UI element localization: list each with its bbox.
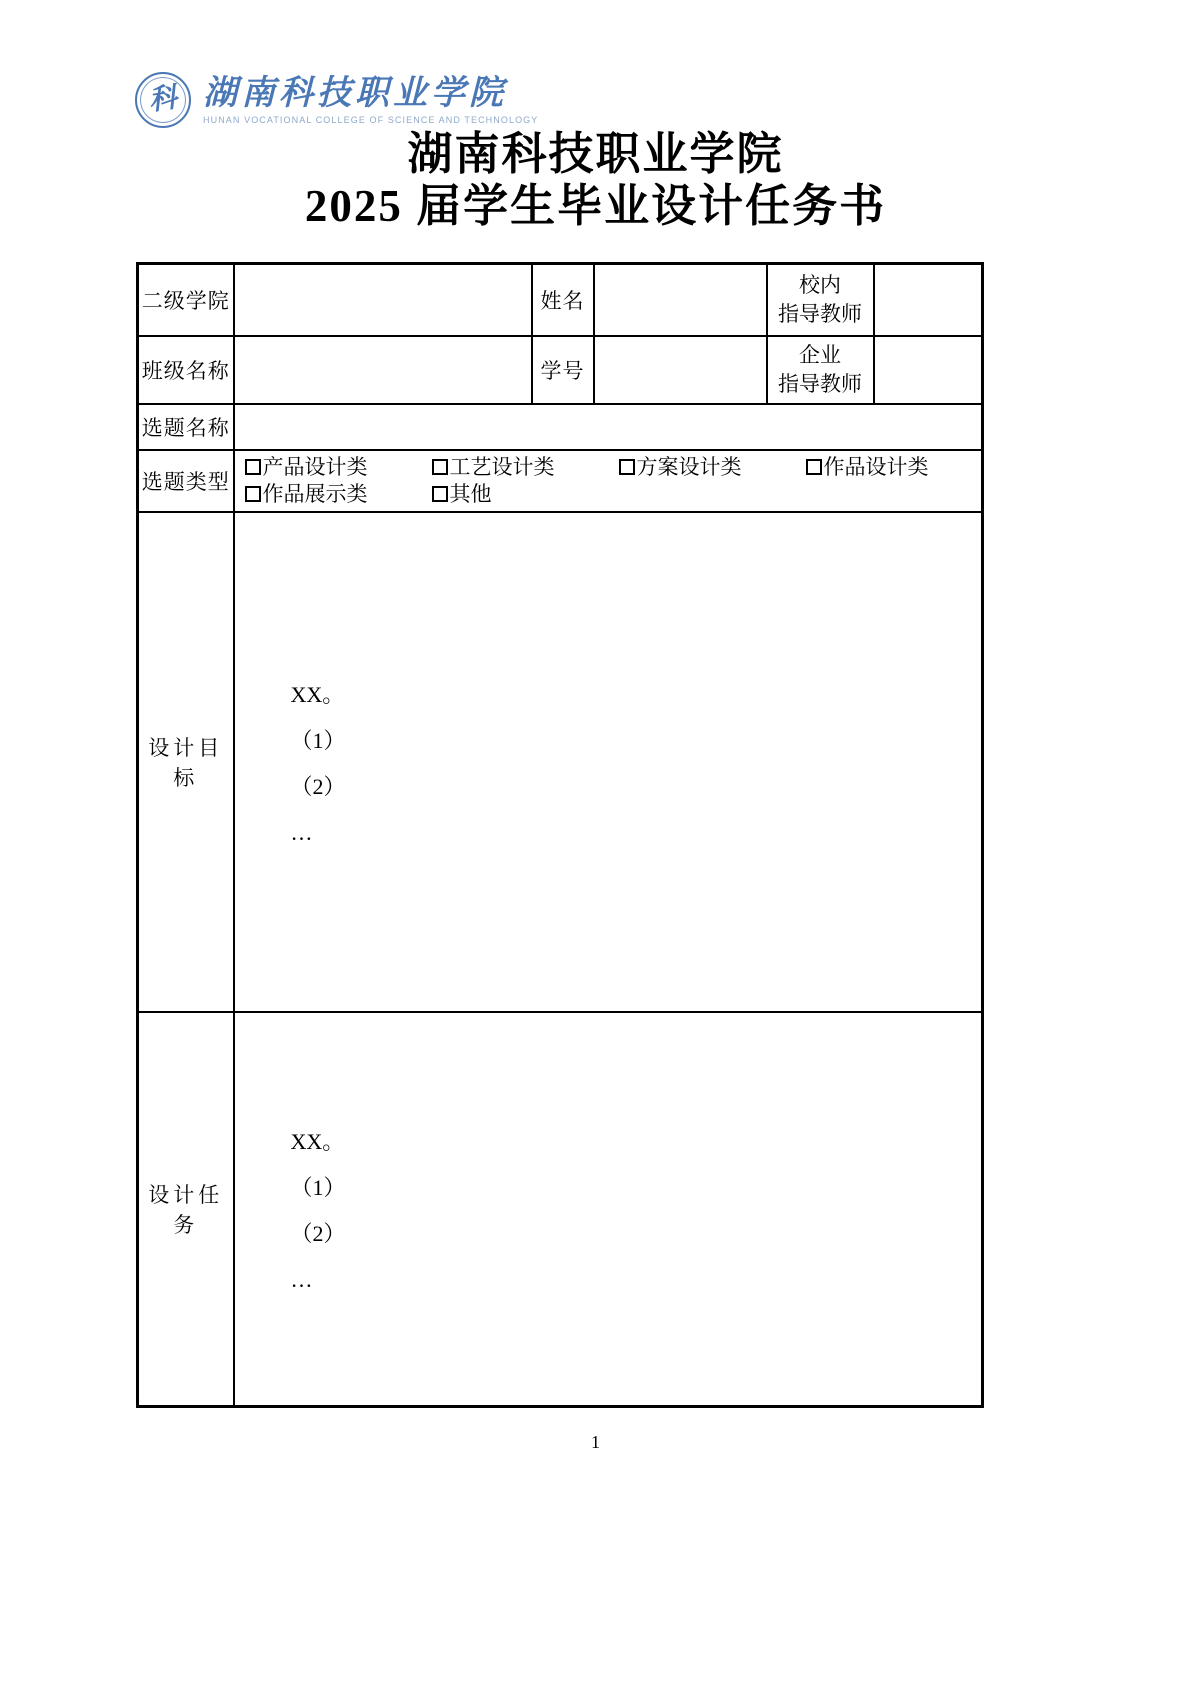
design-task-content[interactable]	[234, 1012, 983, 1407]
school-advisor-label-line2: 指导教师	[778, 301, 862, 326]
option-work-design[interactable]	[806, 454, 929, 481]
college-logo	[135, 72, 538, 128]
row-college	[138, 264, 983, 336]
design-task-line: …	[290, 1266, 313, 1292]
company-advisor-label	[767, 336, 874, 404]
checkbox-icon[interactable]	[245, 486, 261, 502]
topic-type-label: 选题类型	[138, 450, 234, 512]
company-advisor-label-line1: 企业	[799, 343, 841, 368]
design-goal-line: XX。	[290, 681, 345, 707]
design-goal-line: （2）	[290, 773, 346, 799]
option-label: 其他	[449, 481, 492, 506]
option-label: 工艺设计类	[449, 454, 555, 479]
company-advisor-label-line2: 指导教师	[778, 371, 862, 396]
college-emblem-icon	[135, 72, 191, 128]
design-goal-line: …	[290, 819, 313, 845]
option-work-display[interactable]	[245, 481, 432, 508]
option-label: 产品设计类	[262, 454, 368, 479]
emblem-glyph: 科	[146, 82, 179, 117]
design-task-line: XX。	[290, 1128, 345, 1154]
logo-text	[203, 75, 538, 124]
logo-english-name: HUNAN VOCATIONAL COLLEGE OF SCIENCE AND TECHNOLOGY	[203, 114, 539, 125]
topic-type-options-row1	[245, 454, 982, 481]
company-advisor-input[interactable]	[874, 336, 983, 404]
checkbox-icon[interactable]	[619, 459, 635, 475]
option-label: 作品设计类	[823, 454, 929, 479]
option-label: 方案设计类	[636, 454, 742, 479]
design-goal-label: 设计目标	[138, 512, 234, 1012]
college-input[interactable]	[234, 264, 532, 336]
design-goal-content[interactable]	[234, 512, 983, 1012]
design-task-line: （1）	[290, 1174, 346, 1200]
option-label: 作品展示类	[262, 481, 368, 506]
checkbox-icon[interactable]	[432, 486, 448, 502]
checkbox-icon[interactable]	[245, 459, 261, 475]
row-class	[138, 336, 983, 404]
option-scheme-design[interactable]	[619, 454, 806, 481]
student-name-input[interactable]	[594, 264, 767, 336]
topic-name-label: 选题名称	[138, 404, 234, 450]
logo-chinese-name: 湖南科技职业学院	[203, 75, 507, 113]
school-advisor-input[interactable]	[874, 264, 983, 336]
college-label: 二级学院	[138, 264, 234, 336]
row-design-goal	[138, 512, 983, 1012]
title-line-2: 2025 届学生毕业设计任务书	[304, 181, 887, 231]
design-goal-line: （1）	[290, 727, 346, 753]
school-advisor-label	[767, 264, 874, 336]
option-process-design[interactable]	[432, 454, 619, 481]
document-title	[0, 128, 1191, 232]
row-topic-name	[138, 404, 983, 450]
topic-type-options	[234, 450, 983, 512]
row-design-task	[138, 1012, 983, 1407]
page-number: 1	[591, 1432, 600, 1452]
row-topic-type	[138, 450, 983, 512]
topic-type-options-row2	[245, 481, 982, 508]
option-product-design[interactable]	[245, 454, 432, 481]
class-name-input[interactable]	[234, 336, 532, 404]
student-id-input[interactable]	[594, 336, 767, 404]
task-form-table	[136, 262, 984, 1408]
checkbox-icon[interactable]	[806, 459, 822, 475]
student-name-label: 姓名	[532, 264, 594, 336]
design-task-label: 设计任务	[138, 1012, 234, 1407]
design-task-line: （2）	[290, 1220, 346, 1246]
school-advisor-label-line1: 校内	[799, 273, 841, 298]
checkbox-icon[interactable]	[432, 459, 448, 475]
student-id-label: 学号	[532, 336, 594, 404]
option-other[interactable]	[432, 481, 492, 508]
title-line-1: 湖南科技职业学院	[407, 129, 784, 179]
topic-name-input[interactable]	[234, 404, 983, 450]
class-name-label: 班级名称	[138, 336, 234, 404]
